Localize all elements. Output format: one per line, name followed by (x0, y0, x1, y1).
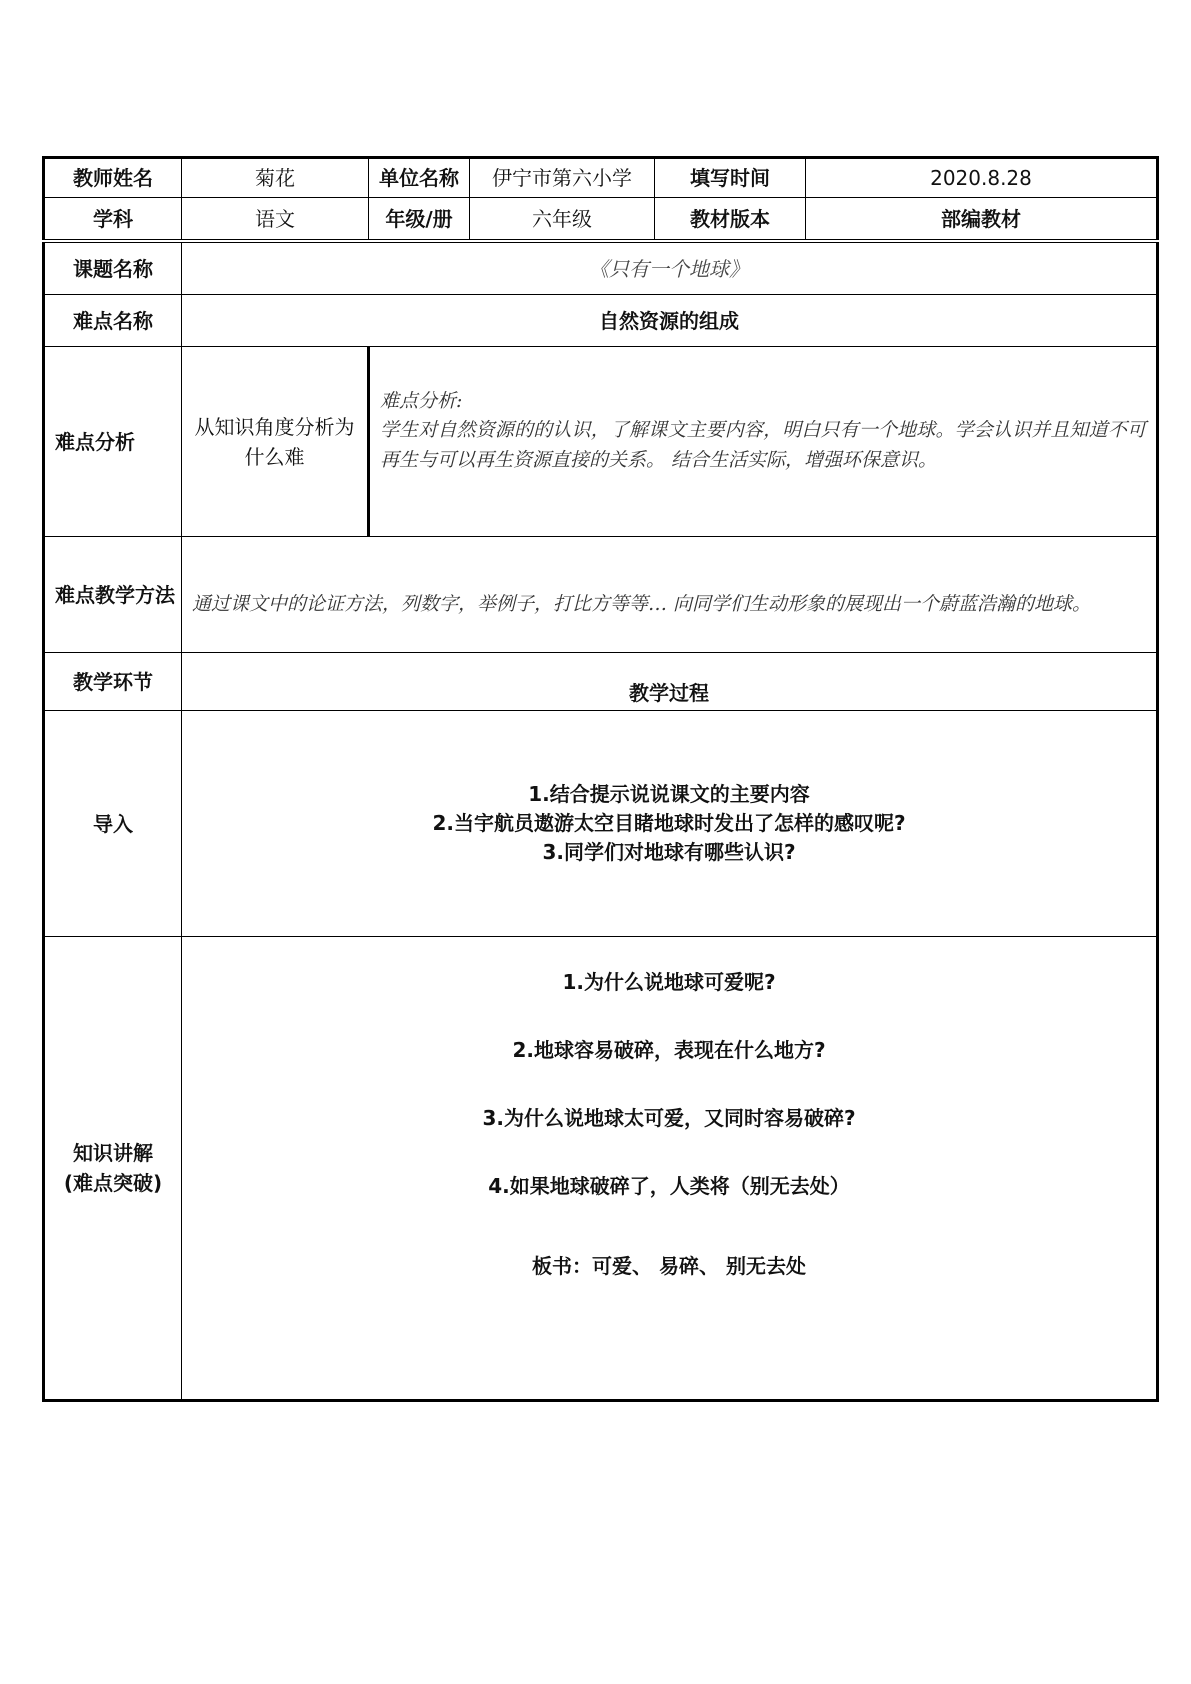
subject-label: 学科 (44, 198, 182, 240)
date-value: 2020.8.28 (806, 158, 1158, 198)
knowledge-item: 3.为什么说地球太可爱，又同时容易破碎? (482, 1106, 856, 1130)
teacher-value: 菊花 (182, 158, 369, 198)
knowledge-item: 2.地球容易破碎，表现在什么地方? (512, 1038, 826, 1062)
intro-item: 2.当宇航员遨游太空目睹地球时发出了怎样的感叹呢? (432, 811, 906, 835)
knowledge-label-line2: (难点突破) (63, 1171, 163, 1195)
board-summary: 板书：可爱、 易碎、 别无去处 (532, 1254, 806, 1278)
analysis-heading: 难点分析: (380, 390, 463, 412)
header-table (42, 156, 1159, 240)
analysis-text: 学生对自然资源的的认识，了解课文主要内容，明白只有一个地球。学会认识并且知道不可再生与可以再生资源直接的关系。 结合生活实际，增强环保意识。 (380, 419, 1146, 471)
subject-value: 语文 (182, 198, 369, 240)
knowledge-label-line1: 知识讲解 (73, 1141, 153, 1165)
edition-value: 部编教材 (806, 198, 1158, 240)
knowledge-label (44, 937, 182, 1401)
unit-value: 伊宁市第六小学 (470, 158, 655, 198)
analysis-label: 难点分析 (44, 347, 182, 537)
knowledge-list (182, 937, 1158, 1401)
intro-label: 导入 (44, 711, 182, 937)
analysis-content (369, 347, 1158, 537)
topic-label: 课题名称 (44, 243, 182, 295)
intro-item: 1.结合提示说说课文的主要内容 (528, 782, 810, 806)
knowledge-item: 4.如果地球破碎了，人类将（别无去处） (488, 1174, 850, 1198)
difficulty-label: 难点名称 (44, 295, 182, 347)
process-value: 教学过程 (182, 653, 1158, 711)
method-text: 通过课文中的论证方法，列数字，举例子，打比方等等… 向同学们生动形象的展现出一个蔚蓝浩瀚的地球。 (182, 537, 1158, 653)
grade-label: 年级/册 (369, 198, 470, 240)
knowledge-item: 1.为什么说地球可爱呢? (562, 970, 776, 994)
intro-item: 3.同学们对地球有哪些认识? (542, 840, 796, 864)
edition-label: 教材版本 (655, 198, 806, 240)
grade-value: 六年级 (470, 198, 655, 240)
difficulty-value: 自然资源的组成 (182, 295, 1158, 347)
body-table (42, 242, 1159, 1402)
date-label: 填写时间 (655, 158, 806, 198)
intro-list (182, 711, 1158, 937)
unit-label: 单位名称 (369, 158, 470, 198)
topic-value: 《只有一个地球》 (182, 243, 1158, 295)
teacher-label: 教师姓名 (44, 158, 182, 198)
process-label: 教学环节 (44, 653, 182, 711)
lesson-plan-sheet (42, 156, 1156, 1402)
method-label: 难点教学方法 (44, 537, 182, 653)
analysis-sub-label: 从知识角度分析为什么难 (182, 347, 369, 537)
